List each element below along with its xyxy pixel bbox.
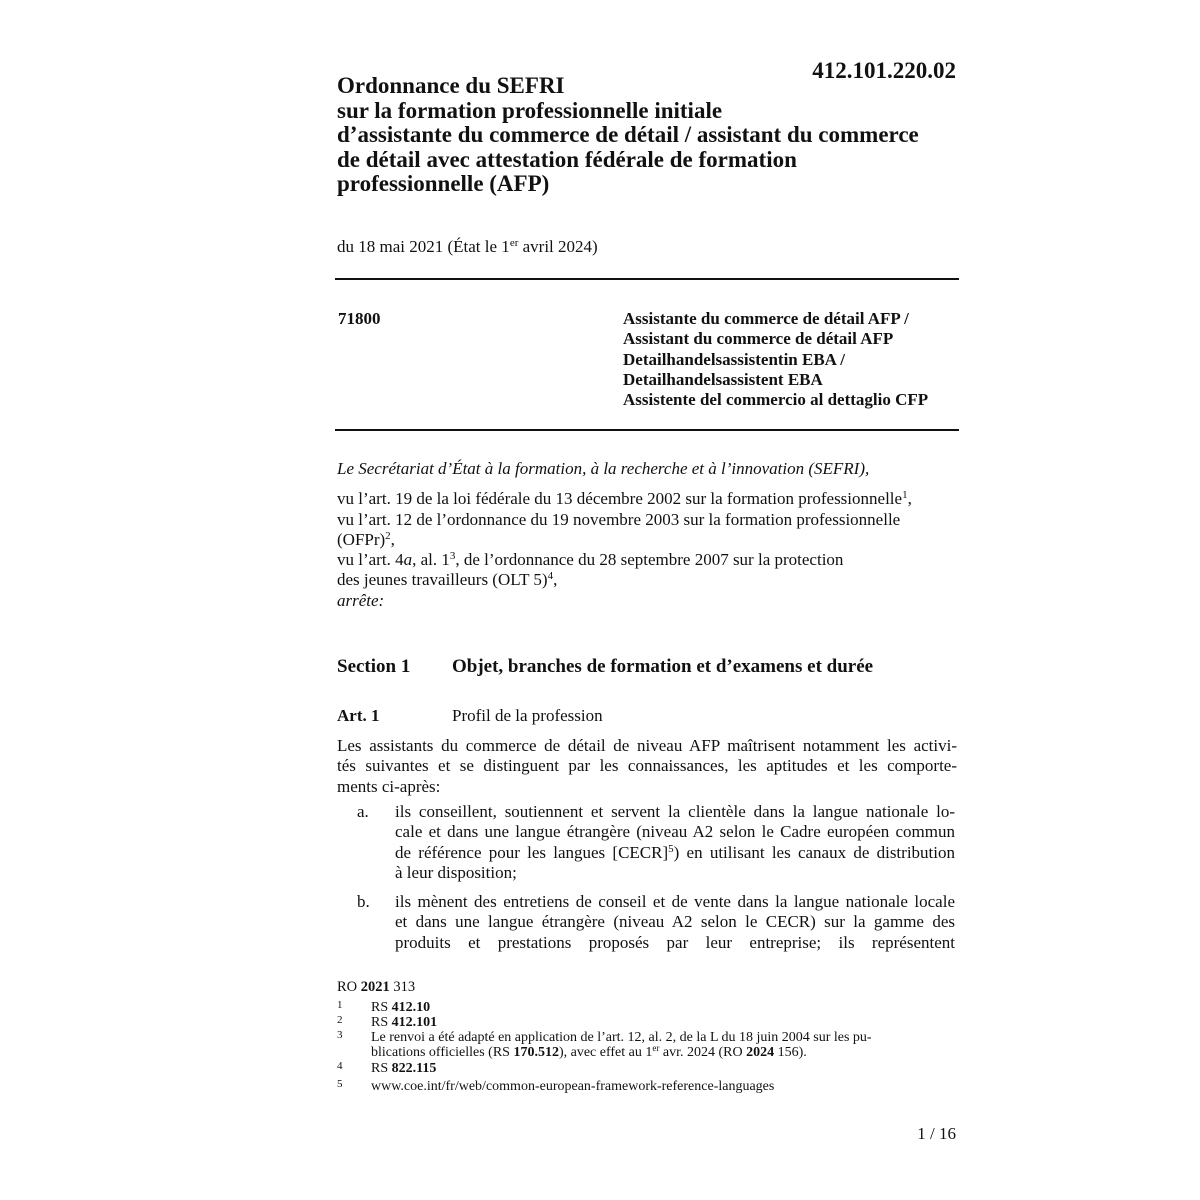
preamble-text: ,: [907, 489, 912, 509]
footnote-text: RS: [371, 1061, 392, 1076]
footnote-number: 3: [337, 1029, 343, 1041]
footnote-text: RS: [371, 1015, 392, 1030]
preamble-text: vu l’art. 4: [337, 550, 404, 570]
list-line: produits et prestations proposés par leur entreprise; ils représentent: [395, 932, 955, 952]
footnote-text: er: [652, 1042, 660, 1053]
sr-number: 412.101.220.02: [812, 58, 956, 83]
preamble-line: [337, 530, 959, 550]
intro-line: tés suivantes et se distinguent par les connaissances, les aptitudes et les comporte-: [337, 756, 957, 776]
list-text: ) en utilisant les canaux de distribution: [673, 842, 955, 862]
article-title: Profil de la profession: [452, 706, 603, 725]
title-line: sur la formation professionnelle initiale: [337, 97, 723, 123]
ro-text: 313: [389, 979, 416, 995]
preamble-text: , de l’ordonnance du 28 septembre 2007 sur la protection: [455, 550, 844, 570]
list-line: et dans une langue étrangère (niveau A2 selon le CECR) sur la gamme des: [395, 912, 955, 932]
footnote-number: 2: [337, 1014, 343, 1026]
article-intro: [337, 736, 957, 797]
list-line: ils conseillent, soutiennent et servent la clientèle dans la langue nationale lo-: [395, 802, 955, 821]
footnote-number: 4: [337, 1060, 343, 1072]
footnote: [337, 1080, 957, 1095]
title-line: professionnelle (AFP): [337, 171, 550, 196]
title-line: Ordonnance du SEFRI: [337, 73, 565, 98]
top-divider: [335, 278, 959, 280]
document-title: [337, 74, 957, 197]
footnote-url[interactable]: www.coe.int/fr/web/common-european-framework-reference-languages: [371, 1079, 775, 1094]
footnote: [337, 1001, 957, 1016]
footnote-ref[interactable]: 4: [547, 570, 554, 583]
preamble-line: [337, 570, 959, 590]
section-label: Section 1: [337, 656, 411, 677]
footnote-link[interactable]: 2024: [746, 1044, 775, 1060]
preamble-text: , al. 1: [412, 550, 450, 570]
preamble-line: vu l’art. 12 de l’ordonnance du 19 novembre 2003 sur la formation professionnelle: [337, 509, 901, 529]
article-label: Art. 1: [337, 706, 380, 725]
footnote-link[interactable]: 412.10: [391, 1000, 431, 1015]
preamble: [337, 459, 959, 611]
intro-line: Les assistants du commerce de détail de niveau AFP maîtrisent notamment les activi-: [337, 736, 957, 755]
title-line: de détail avec attestation fédérale de formation: [337, 146, 797, 172]
list-line: [395, 843, 955, 863]
intro-line: ments ci-après:: [337, 776, 441, 796]
preamble-text: (OFPr): [337, 529, 386, 549]
document-date: [337, 237, 598, 257]
date-sup: er: [509, 237, 519, 249]
footnote-text: ), avec effet au 1: [558, 1044, 653, 1060]
bottom-divider: [335, 429, 959, 431]
preamble-line: [337, 550, 959, 570]
list-text: de référence pour les langues [CECR]: [395, 842, 669, 862]
preamble-text: ,: [390, 529, 395, 549]
profession-names: [623, 309, 928, 410]
footnote-link[interactable]: 822.115: [391, 1061, 437, 1076]
footnote-text: Le renvoi a été adapté en application de l’art. 12, al. 2, de la L du 18 juin 2004 sur les pu-: [371, 1030, 872, 1045]
footnote-link[interactable]: 170.512: [513, 1044, 559, 1060]
ro-text: RO: [337, 979, 361, 995]
list-line: cale et dans une langue étrangère (niveau A2 selon le Cadre européen commun: [395, 822, 955, 842]
footnote-text: RS: [371, 1000, 392, 1015]
preamble-text: vu l’art. 19 de la loi fédérale du 13 décembre 2002 sur la formation professionnelle: [337, 489, 903, 509]
preamble-text: ,: [553, 570, 558, 590]
profession-name: Detailhandelsassistent EBA: [623, 369, 823, 389]
section-heading: [337, 656, 873, 678]
footnote-text-line: [371, 1042, 957, 1061]
profession-name: Assistante du commerce de détail AFP /: [623, 309, 909, 328]
preamble-line: [337, 489, 959, 509]
ro-text: 2021: [360, 979, 390, 995]
footnote-link[interactable]: 412.101: [391, 1015, 438, 1030]
footnote-number: 5: [337, 1078, 343, 1090]
page-number: 1 / 16: [917, 1124, 956, 1143]
list-line: ils mènent des entretiens de conseil et de vente dans la langue nationale locale: [395, 892, 955, 911]
date-suffix: avril 2024): [518, 237, 598, 256]
list-item: [337, 802, 957, 883]
ro-reference: [337, 979, 415, 996]
list-marker: b.: [357, 892, 370, 911]
footnote: [337, 1062, 957, 1077]
profession-name: Assistant du commerce de détail AFP: [623, 329, 894, 349]
footnote-number: 1: [337, 999, 343, 1011]
title-line: d’assistante du commerce de détail / assistant du commerce: [337, 122, 919, 147]
preamble-text: a: [403, 550, 413, 570]
profession-code: 71800: [338, 309, 381, 328]
footnote-text: blications officielles (RS: [371, 1044, 514, 1060]
profession-name: Detailhandelsassistentin EBA /: [623, 349, 845, 369]
footnote: [337, 1016, 957, 1031]
preamble-text: des jeunes travailleurs (OLT 5): [337, 570, 548, 590]
list-line: à leur disposition;: [395, 862, 517, 882]
article-heading: [337, 706, 603, 726]
preamble-authority: Le Secrétariat d’État à la formation, à la recherche et à l’innovation (SEFRI),: [337, 459, 870, 478]
footnote: [337, 1031, 957, 1060]
list-marker: a.: [357, 802, 369, 821]
preamble-decree: arrête:: [337, 590, 385, 610]
section-title: Objet, branches de formation et d’examens et durée: [452, 656, 874, 677]
footnote-ref[interactable]: 5: [668, 842, 674, 855]
footnote-text: 156).: [774, 1044, 807, 1060]
footnote-ref[interactable]: 3: [449, 550, 456, 563]
footnote-ref[interactable]: 2: [385, 529, 391, 542]
footnote-ref[interactable]: 1: [902, 489, 908, 502]
profession-name: Assistente del commercio al dettaglio CFP: [623, 390, 929, 410]
footnote-text: avr. 2024 (RO: [659, 1044, 747, 1060]
list-item: [337, 892, 957, 953]
date-prefix: du 18 mai 2021 (État le 1: [337, 237, 510, 256]
